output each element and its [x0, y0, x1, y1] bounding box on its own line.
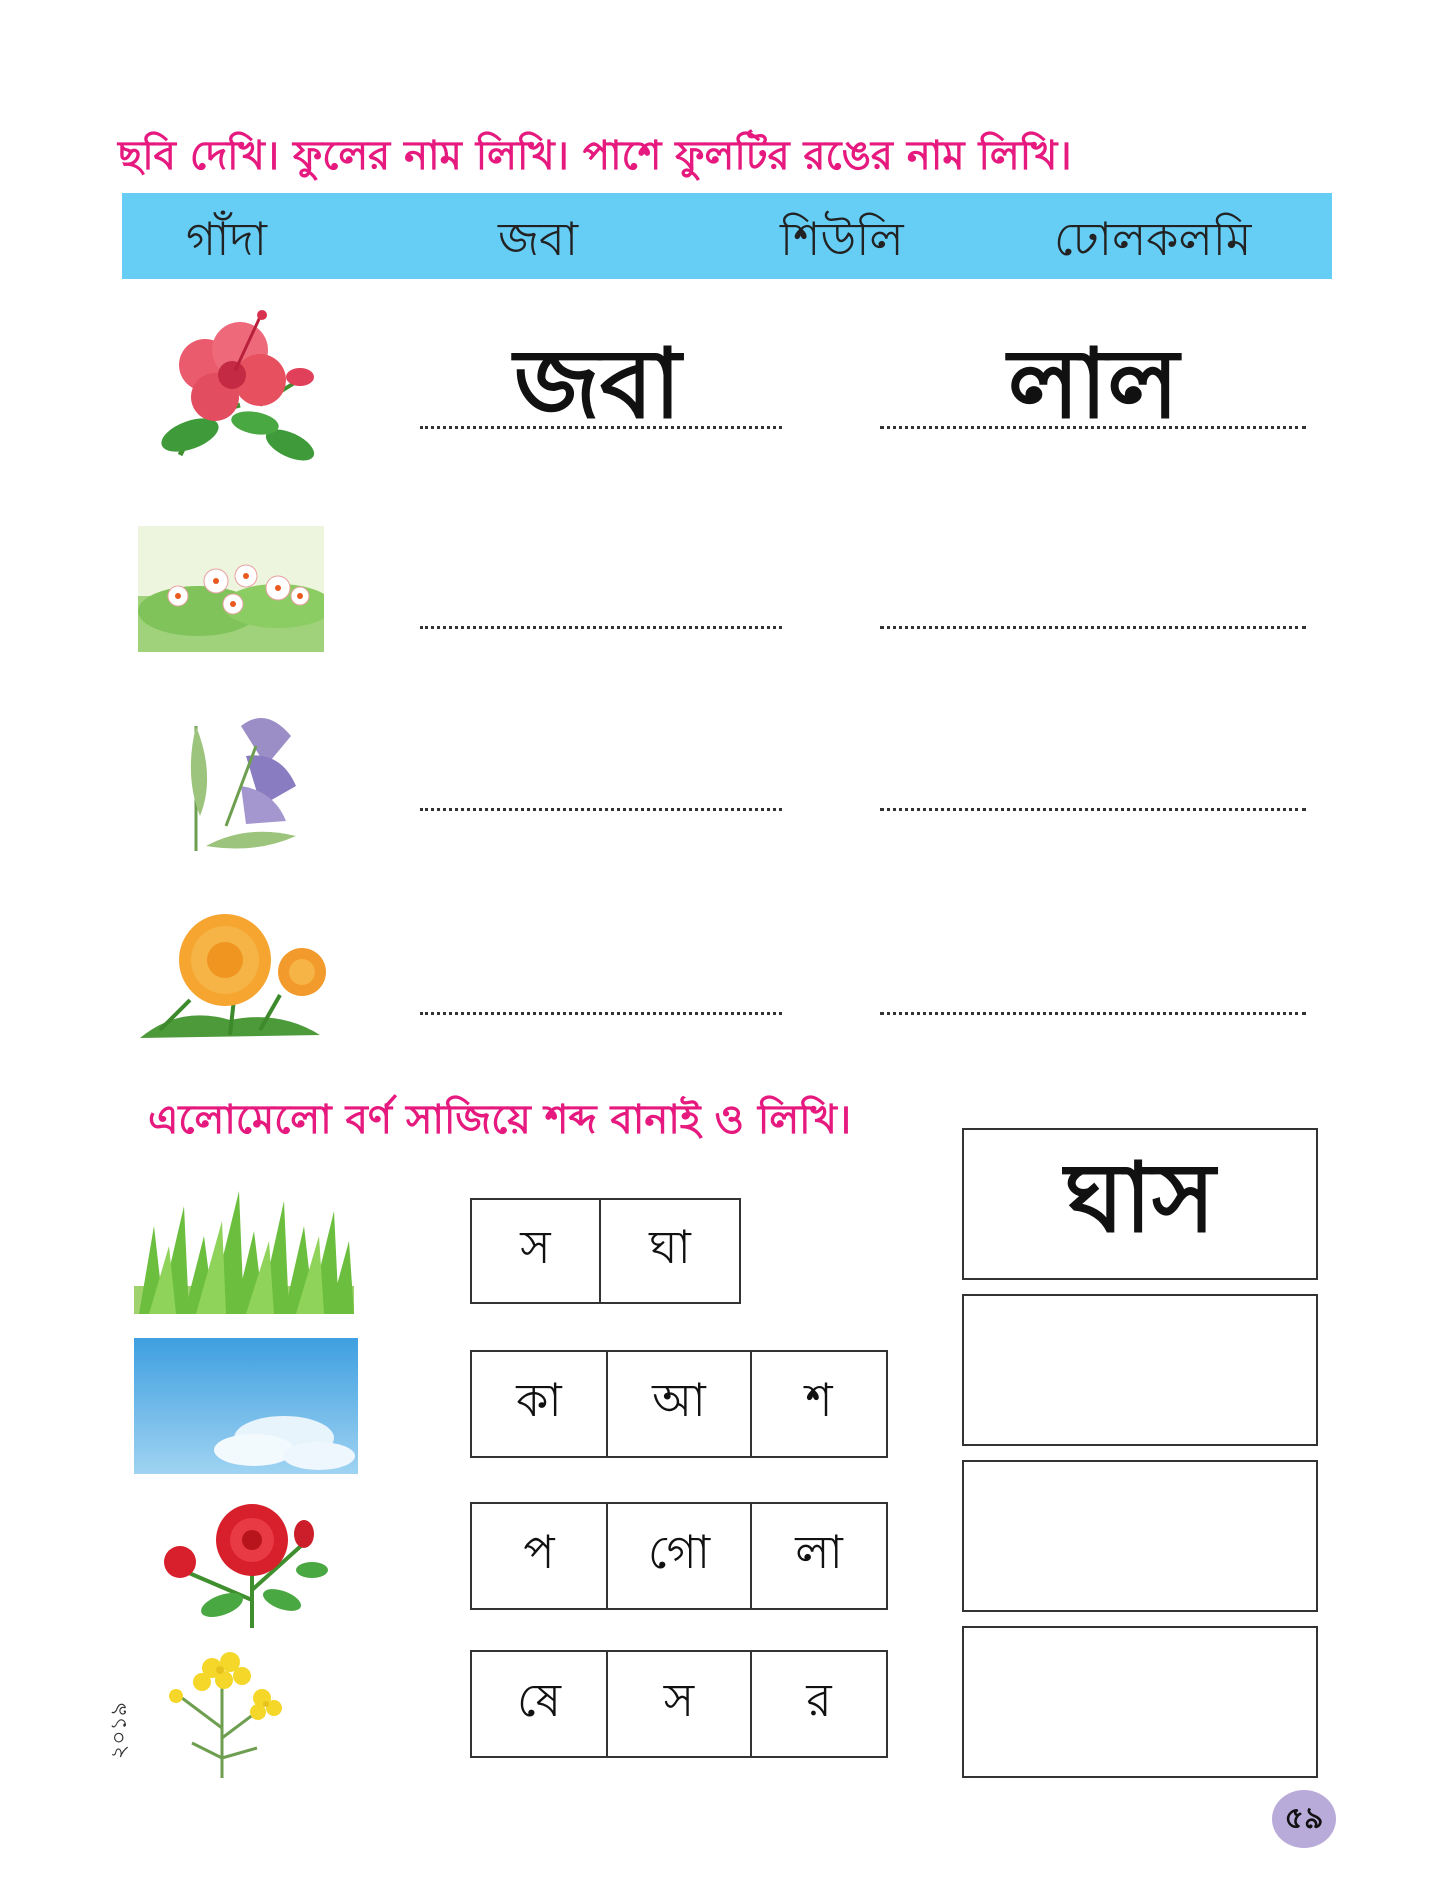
jumbled-letters-row — [470, 1198, 741, 1304]
instruction-jumbled-letters: এলোমেলো বর্ণ সাজিয়ে শব্দ বানাই ও লিখি। — [148, 1097, 852, 1143]
answer-box[interactable] — [962, 1128, 1318, 1280]
letter-tile: লা — [795, 1525, 843, 1579]
answer-box[interactable] — [962, 1294, 1318, 1446]
jumbled-letters-row — [470, 1650, 888, 1758]
word-bank-item: জবা — [498, 212, 579, 266]
letter-tile: ঘা — [649, 1220, 691, 1274]
row2-name-line[interactable] — [420, 626, 782, 629]
grass-icon — [134, 1186, 354, 1314]
letter-tile: প — [472, 1504, 608, 1608]
row1-color-line[interactable] — [880, 426, 1306, 429]
year-text: ২০১৯ — [107, 1701, 133, 1760]
answer-text: ঘাস — [1064, 1141, 1216, 1254]
answer-box[interactable] — [962, 1460, 1318, 1612]
sky-icon — [134, 1338, 358, 1474]
row4-color-line[interactable] — [880, 1012, 1306, 1015]
page-number: ৫৯ — [1272, 1790, 1336, 1848]
jumbled-letters-row — [470, 1350, 888, 1458]
row2-color-line[interactable] — [880, 626, 1306, 629]
letter-tile: শ — [805, 1373, 833, 1427]
instruction-flowers: ছবি দেখি। ফুলের নাম লিখি। পাশে ফুলটির রঙের নাম লিখি। — [118, 133, 1072, 179]
answer-box[interactable] — [962, 1626, 1318, 1778]
letter-tile: স — [608, 1652, 752, 1756]
letter-tile: র — [806, 1673, 832, 1727]
letter-tile: গো — [608, 1504, 752, 1608]
word-bank — [122, 193, 1332, 279]
letter-tile: স — [472, 1200, 601, 1302]
row3-name-line[interactable] — [420, 808, 782, 811]
word-bank-item: গাঁদা — [186, 212, 267, 266]
word-bank-item: ঢোলকলমি — [1054, 212, 1252, 266]
row4-name-line[interactable] — [420, 1012, 782, 1015]
dholkolmi-flower-icon — [186, 706, 306, 856]
row3-color-line[interactable] — [880, 808, 1306, 811]
jumbled-letters-row — [470, 1502, 888, 1610]
row1-name-answer: জবা — [514, 328, 682, 440]
row1-color-answer: লাল — [1008, 328, 1179, 440]
marigold-flower-icon — [140, 910, 330, 1040]
rose-flower-icon — [152, 1500, 332, 1630]
shiuli-flower-icon — [138, 526, 324, 652]
word-bank-item: শিউলি — [780, 212, 904, 266]
letter-tile: ষে — [472, 1652, 608, 1756]
hibiscus-flower-icon — [150, 305, 335, 465]
mustard-flower-icon — [162, 1648, 292, 1780]
letter-tile: কা — [472, 1352, 608, 1456]
letter-tile: আ — [608, 1352, 752, 1456]
row1-name-line[interactable] — [420, 426, 782, 429]
